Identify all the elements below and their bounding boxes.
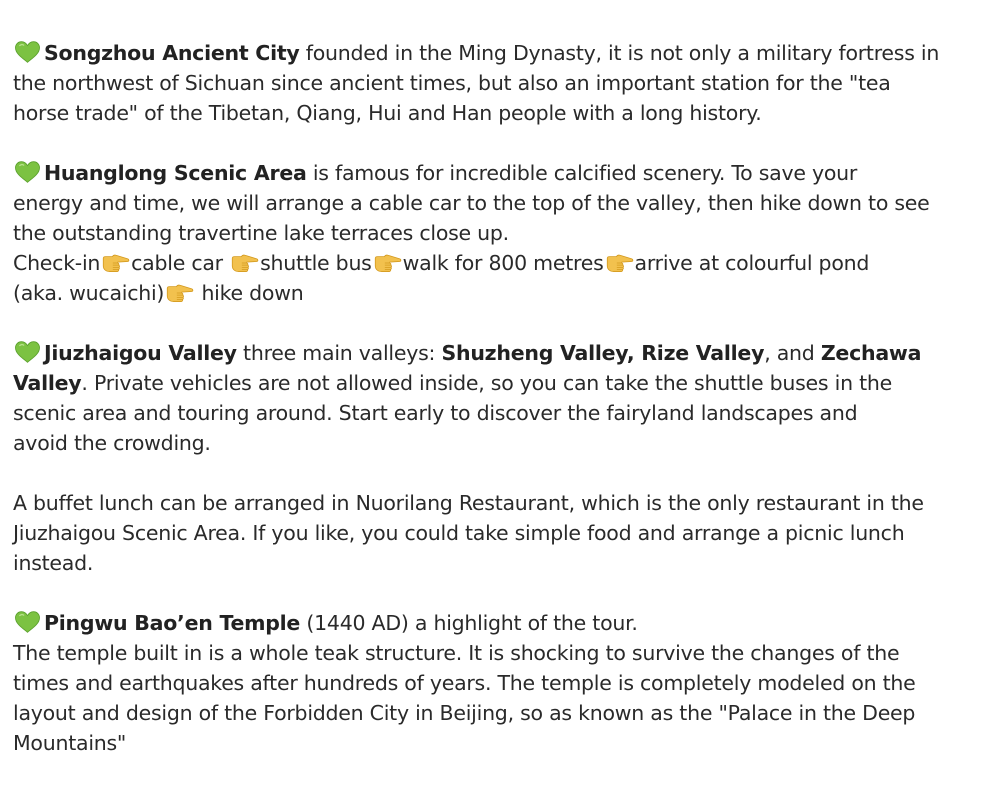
huanglong-route-line-2 (13, 278, 998, 308)
huanglong-text-2: energy and time, we will arrange a cable car to the top of the valley, then hike down to see (13, 191, 930, 215)
jiuzhaigou-title: Jiuzhaigou Valley (44, 341, 237, 365)
huanglong-title: Huanglong Scenic Area (44, 161, 307, 185)
pingwu-title: Pingwu Bao’en Temple (44, 611, 301, 635)
jiuzhaigou-line-1 (13, 338, 998, 368)
itinerary-document (13, 38, 998, 788)
pointing-right-hand-icon (605, 253, 635, 273)
lunch-text-3: instead. (13, 551, 94, 575)
shuzheng-valley-label: Shuzheng Valley (441, 341, 627, 365)
songzhou-section (13, 38, 998, 128)
pingwu-text-2: The temple built in is a whole teak structure. It is shocking to survive the changes of the (13, 641, 900, 665)
route-step: cable car (131, 251, 230, 275)
jiuzhaigou-text-1: three main valleys: (236, 341, 442, 365)
songzhou-text-3: horse trade" of the Tibetan, Qiang, Hui and Han people with a long history. (13, 101, 762, 125)
green-heart-icon (13, 340, 42, 364)
songzhou-text-2: the northwest of Sichuan since ancient times, but also an important station for the "tea (13, 71, 891, 95)
rize-valley-label: , Rize Valley (626, 341, 765, 365)
lunch-text-1: A buffet lunch can be arranged in Nuorilang Restaurant, which is the only restaurant in the (13, 491, 924, 515)
pointing-right-hand-icon (165, 283, 195, 303)
pointing-right-hand-icon (230, 253, 260, 273)
route-step: hike down (195, 281, 304, 305)
pingwu-text-1: (1440 AD) a highlight of the tour. (300, 611, 638, 635)
green-heart-icon (13, 160, 42, 184)
route-step: (aka. wucaichi) (13, 281, 165, 305)
pingwu-text-3: times and earthquakes after hundreds of years. The temple is completely modeled on the (13, 671, 916, 695)
jiuzhaigou-text-4: scenic area and touring around. Start early to discover the fairyland landscapes and (13, 401, 858, 425)
green-heart-icon (13, 40, 42, 64)
jiuzhaigou-text-2: , and (764, 341, 821, 365)
lunch-section (13, 488, 998, 578)
pointing-right-hand-icon (101, 253, 131, 273)
songzhou-text-1: founded in the Ming Dynasty, it is not only a military fortress in (299, 41, 940, 65)
pingwu-text-5: Mountains" (13, 731, 127, 755)
huanglong-section (13, 158, 998, 308)
pointing-right-hand-icon (373, 253, 403, 273)
zechawa-valley-label-cont: Valley (13, 371, 82, 395)
pingwu-text-4: layout and design of the Forbidden City in Beijing, so as known as the "Palace in the Deep (13, 701, 916, 725)
route-step: arrive at colourful pond (634, 251, 870, 275)
green-heart-icon (13, 610, 42, 634)
route-step: Check-in (13, 251, 101, 275)
zechawa-valley-label: Zechawa (820, 341, 922, 365)
jiuzhaigou-line-2 (13, 368, 998, 398)
lunch-text-2: Jiuzhaigou Scenic Area. If you like, you could take simple food and arrange a picnic lunch (13, 521, 905, 545)
jiuzhaigou-text-3: . Private vehicles are not allowed inside, so you can take the shuttle buses in the (81, 371, 892, 395)
songzhou-line-1 (13, 38, 998, 68)
huanglong-text-1: is famous for incredible calcified scenery. To save your (306, 161, 858, 185)
songzhou-title: Songzhou Ancient City (44, 41, 300, 65)
route-step: walk for 800 metres (402, 251, 604, 275)
route-step: shuttle bus (260, 251, 372, 275)
huanglong-route-line-1 (13, 248, 998, 278)
huanglong-text-3: the outstanding travertine lake terraces close up. (13, 221, 509, 245)
pingwu-section (13, 608, 998, 758)
huanglong-line-1 (13, 158, 998, 188)
pingwu-line-1 (13, 608, 998, 638)
jiuzhaigou-text-5: avoid the crowding. (13, 431, 211, 455)
jiuzhaigou-section (13, 338, 998, 458)
